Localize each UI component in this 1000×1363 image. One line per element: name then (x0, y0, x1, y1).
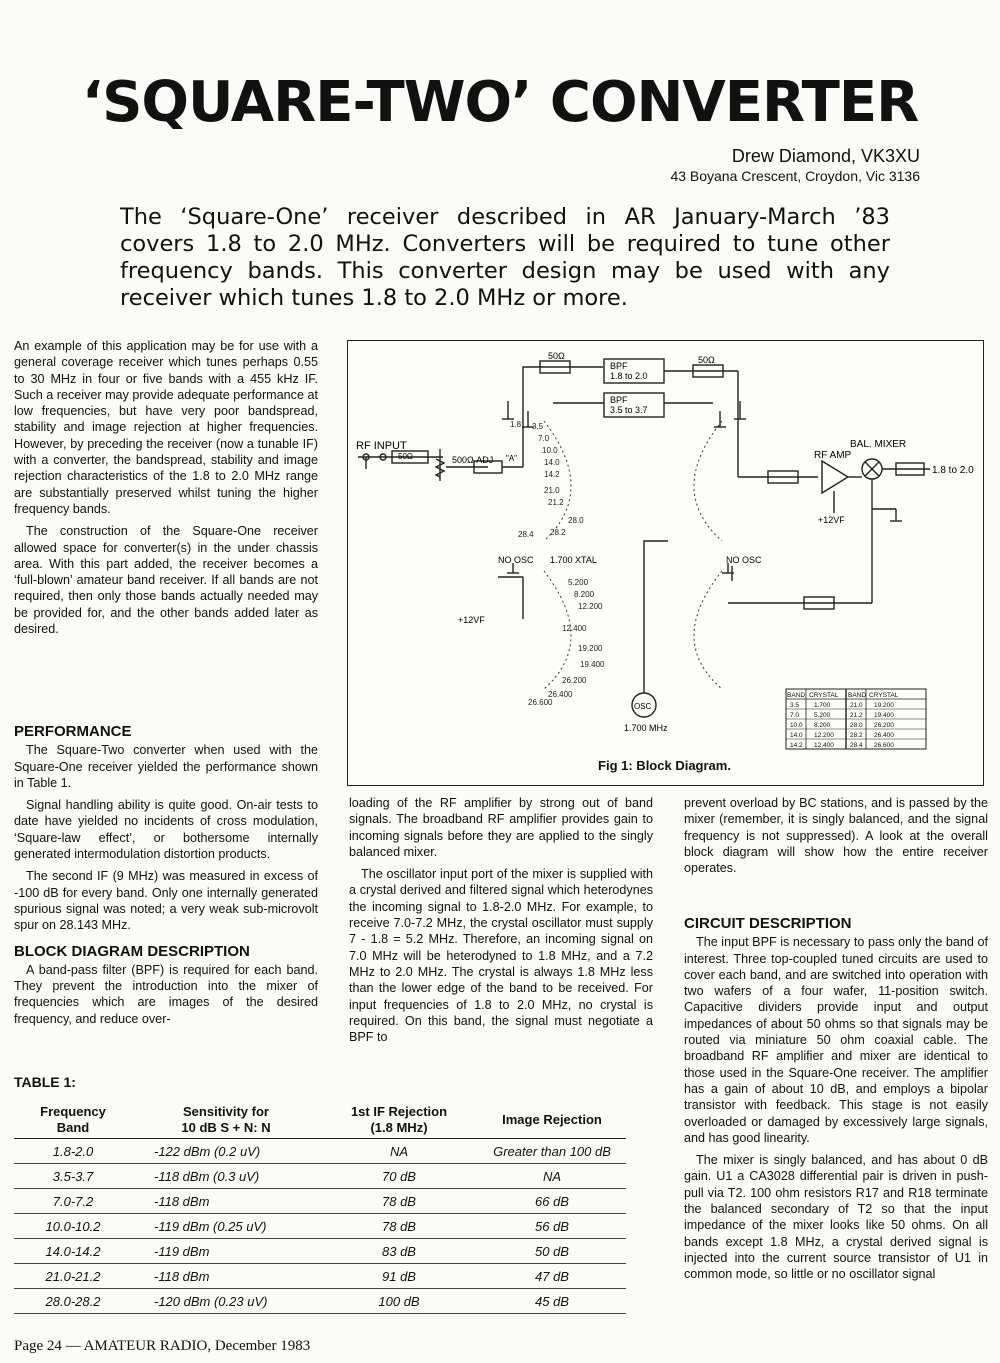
crystal-label: 19.400 (580, 660, 605, 669)
table-row (14, 1214, 626, 1239)
table-row (14, 1139, 626, 1164)
heading-circuit-description: CIRCUIT DESCRIPTION (684, 915, 852, 932)
table-cell: -122 dBm (0.2 uV) (132, 1139, 320, 1164)
paragraph: The construction of the Square-One receiver allowed space for converter(s) in the under chassis area. With this part added, the receiver becomes a ‘full-blown’ amateur band receiver. If all bands are not required, then only those bands actually needed may be provided for, and the other bands added later as desired. (14, 524, 318, 637)
paragraph: Signal handling ability is quite good. On-air tests to date have yielded no incidents of cross modulation, ‘Square-law effect’, or bothersome internally generated intermodulation distortion products. (14, 798, 318, 862)
table-title: TABLE 1: (14, 1074, 76, 1090)
table-cell: 7.0-7.2 (14, 1189, 132, 1214)
switch-band-label: 1.8 (510, 420, 522, 429)
crystal-label: 5.200 (568, 578, 589, 587)
paragraph: An example of this application may be for use with a general coverage receiver which tunes perhaps 0.55 to 30 MHz in four or five bands with a 455 kHz IF. Such a receiver may provide adequate performance at low frequencies, but have very poor bandspread, stability and image rejection at higher frequencies. However, by preceding the receiver (now a tunable IF) with a converter, the bandspread, stability and image rejection characteristics of the 1.8 to 2.0 MHz range are substantially preserved whilst tuning the higher frequency bands. (14, 339, 318, 516)
switch-band-label: 28.4 (518, 530, 534, 539)
mini-table-cell: 14.0 (790, 732, 803, 739)
crystal-label: 8.200 (574, 590, 595, 599)
switch-band-label: 28.0 (568, 516, 584, 525)
table-cell: 28.0-28.2 (14, 1289, 132, 1314)
table-cell: 100 dB (320, 1289, 478, 1314)
no-osc-label: NO OSC (726, 555, 762, 565)
switch-band-label: 14.0 (544, 458, 560, 467)
crystal-label: 26.200 (562, 676, 587, 685)
mini-table-cell: 21.0 (850, 702, 863, 709)
switch-band-label: 28.2 (550, 528, 566, 537)
switch-band-label: 21.0 (544, 486, 560, 495)
adj-mark-label: "A" (506, 454, 518, 463)
table-cell: -118 dBm (132, 1264, 320, 1289)
performance-table (14, 1102, 626, 1314)
bpf1-label: BPF (610, 361, 628, 371)
mini-table-header: BAND (848, 692, 867, 699)
table-cell: -119 dBm (0.25 uV) (132, 1214, 320, 1239)
table-cell: 1.8-2.0 (14, 1139, 132, 1164)
output-label: 1.8 to 2.0 (932, 465, 974, 476)
crystal-label: 12.200 (578, 602, 603, 611)
mini-table-header: BAND (787, 692, 806, 699)
column-2 (349, 795, 653, 1051)
table-row (14, 1239, 626, 1264)
mini-table-cell: 26.200 (874, 722, 894, 729)
paragraph: loading of the RF amplifier by strong out of band signals. The broadband RF amplifier provides gain to incoming signals before they are applied to the singly balanced mixer. (349, 796, 653, 859)
mini-table-cell: 26.400 (874, 732, 894, 739)
rf-amp-label: RF AMP (814, 450, 852, 461)
paragraph: The Square-Two converter when used with the Square-One receiver yielded the performance shown in Table 1. (14, 743, 318, 790)
lead-paragraph: The ‘Square-One’ receiver described in AR January-March ’83 covers 1.8 to 2.0 MHz. Converters will be required to tune other frequency bands. This converter design may be used with any receiver which tunes 1.8 to 2.0 MHz or more. (120, 204, 890, 311)
vcc-label: +12VF (458, 615, 485, 625)
table-cell: -119 dBm (132, 1239, 320, 1264)
table-cell: 56 dB (478, 1214, 626, 1239)
paragraph: The second IF (9 MHz) was measured in excess of -100 dB for every band. Only one internally generated spurious signal was noted; a very weak sub-microvolt spur on 28.143 MHz. (14, 869, 318, 933)
mini-table-cell: 10.0 (790, 722, 803, 729)
bal-mixer-label: BAL. MIXER (850, 439, 907, 450)
column-3-top (684, 795, 988, 882)
column-header: 1st IF Rejection (1.8 MHz) (320, 1102, 478, 1139)
crystal-label: 26.400 (548, 690, 573, 699)
mini-table-cell: 1.700 (814, 702, 831, 709)
table-cell: -120 dBm (0.23 uV) (132, 1289, 320, 1314)
no-osc-label: NO OSC (498, 555, 534, 565)
table-cell: -118 dBm (132, 1189, 320, 1214)
table-row (14, 1289, 626, 1314)
osc-freq-label: 1.700 MHz (624, 723, 668, 733)
mini-table-cell: 28.0 (850, 722, 863, 729)
page-title: ‘SQUARE-TWO’ CONVERTER (81, 70, 919, 135)
bpf2-range: 3.5 to 3.7 (610, 405, 648, 415)
adj-label: 500Ω ADJ (452, 455, 494, 465)
crystal-label: 12.400 (562, 624, 587, 633)
table-row (14, 1264, 626, 1289)
vcc-label: +12VF (818, 515, 845, 525)
column-header: Image Rejection (478, 1102, 626, 1139)
switch-band-label: 21.2 (548, 498, 564, 507)
table-cell: 70 dB (320, 1164, 478, 1189)
paragraph: A band-pass filter (BPF) is required for each band. They prevent the introduction into the mixer of frequencies which are images of the desired frequency, and reduce over- (14, 962, 318, 1026)
paragraph: The oscillator input port of the mixer is supplied with a crystal derived and filtered signal which heterodynes the incoming signal to 1.8-2.0 MHz. For example, to receive 7.0-7.2 MHz, the crystal oscillator must supply 7 - 1.8 = 5.2 MHz. Therefore, an incoming signal on 7.0 MHz will be heterodyned to 1.8 MHz, and a 7.2 MHz to 2.0 MHz. The crystal is always 1.8 MHz less than the lower edge of the band to be received. For input frequencies of 1.8 to 2.0 MHz, no crystal is required. On this band, the signal must negotiate a BPF to (349, 867, 653, 1045)
mini-table-cell: 14.2 (790, 742, 803, 749)
mini-table-cell: 12.400 (814, 742, 834, 749)
figure-caption: Fig 1: Block Diagram. (598, 758, 731, 773)
author-name: Drew Diamond, VK3XU (731, 146, 920, 166)
mini-table-header: CRYSTAL (869, 692, 899, 699)
column-header: Sensitivity for 10 dB S + N: N (132, 1102, 320, 1139)
table-cell: 45 dB (478, 1289, 626, 1314)
bpf2-label: BPF (610, 395, 628, 405)
column-header: Frequency Band (14, 1102, 132, 1139)
paragraph: prevent overload by BC stations, and is passed by the mixer (remember, it is singly balanced, and the signal frequency is not suppressed). A look at the overall block diagram will show how the entire receiver operates. (684, 796, 988, 876)
mini-table-cell: 8.200 (814, 722, 831, 729)
block-diagram-svg (348, 341, 983, 785)
paragraph: The input BPF is necessary to pass only the band of interest. Three top-coupled tuned circuits are used to cover each band, and are switched into operation with two wafers of a four wafer, 11-position switch. Capacitive dividers provide input and output impedances of about 50 ohms so that signals may be routed via miniature 50 ohm coaxial cable. The broadband RF amplifier and mixer are identical to those used in the Square-One receiver. The amplifier has a gain of about 10 dB, and employs a bipolar transistor with feedback. This stage is not easily overloaded or damaged by excessively large signals, and has good linearity. (684, 935, 988, 1145)
rf-input-label: RF INPUT (356, 440, 407, 452)
impedance-label: 50Ω (398, 452, 413, 461)
switch-band-label: 7.0 (538, 434, 550, 443)
crystal-label: 26.600 (528, 698, 553, 707)
mini-table-cell: 3.5 (790, 702, 800, 709)
table-cell: 14.0-14.2 (14, 1239, 132, 1264)
mini-table-header: CRYSTAL (809, 692, 839, 699)
xtal-label: 1.700 XTAL (550, 555, 597, 565)
heading-performance: PERFORMANCE (14, 723, 132, 740)
heading-block-diagram: BLOCK DIAGRAM DESCRIPTION (14, 942, 250, 960)
table-cell: 21.0-21.2 (14, 1264, 132, 1289)
table-cell: 78 dB (320, 1214, 478, 1239)
block-diagram-figure (347, 340, 984, 786)
mini-table-cell: 28.4 (850, 742, 863, 749)
impedance-label: 50Ω (698, 355, 715, 365)
table-cell: 91 dB (320, 1264, 478, 1289)
osc-label: OSC (634, 702, 652, 711)
table-row (14, 1164, 626, 1189)
impedance-label: 50Ω (548, 351, 565, 361)
table-header-row (14, 1102, 626, 1139)
table-cell: 83 dB (320, 1239, 478, 1264)
bpf1-range: 1.8 to 2.0 (610, 371, 648, 381)
mini-table-cell: 21.2 (850, 712, 863, 719)
table-cell: -118 dBm (0.3 uV) (132, 1164, 320, 1189)
mini-table-cell: 12.200 (814, 732, 834, 739)
mini-table-cell: 28.2 (850, 732, 863, 739)
mini-table-cell: 26.600 (874, 742, 894, 749)
switch-band-label: 14.2 (544, 470, 560, 479)
table-cell: 50 dB (478, 1239, 626, 1264)
table-cell: NA (320, 1139, 478, 1164)
column-3-bottom (684, 906, 988, 1289)
column-1-bottom (14, 714, 318, 1033)
author-address: 43 Boyana Crescent, Croydon, Vic 3136 (670, 168, 920, 184)
switch-band-label: 10.0 (542, 446, 558, 455)
table-cell: NA (478, 1164, 626, 1189)
table-cell: 10.0-10.2 (14, 1214, 132, 1239)
table-cell: 66 dB (478, 1189, 626, 1214)
table-row (14, 1189, 626, 1214)
table-cell: Greater than 100 dB (478, 1139, 626, 1164)
table-cell: 3.5-3.7 (14, 1164, 132, 1189)
mini-table-cell: 7.0 (790, 712, 800, 719)
paragraph: The mixer is singly balanced, and has about 0 dB gain. U1 a CA3028 differential pair is driven in push-pull via T2. 100 ohm resistors R17 and R18 terminate the balanced secondary of T2 so that the input impedance of the mixer looks like 50 ohms. On all bands except 1.8 MHz, a crystal derived signal is injected into the current source transistor of U1 in common mode, so little or no oscillator signal (684, 1153, 988, 1282)
page-footer: Page 24 — AMATEUR RADIO, December 1983 (14, 1338, 311, 1354)
column-1-top (14, 338, 318, 643)
mini-table-cell: 5.200 (814, 712, 831, 719)
switch-band-label: 3.5 (532, 422, 544, 431)
crystal-table (786, 689, 926, 749)
table-cell: 78 dB (320, 1189, 478, 1214)
crystal-label: 19.200 (578, 644, 603, 653)
mini-table-cell: 19.200 (874, 702, 894, 709)
table-cell: 47 dB (478, 1264, 626, 1289)
mini-table-cell: 19.400 (874, 712, 894, 719)
